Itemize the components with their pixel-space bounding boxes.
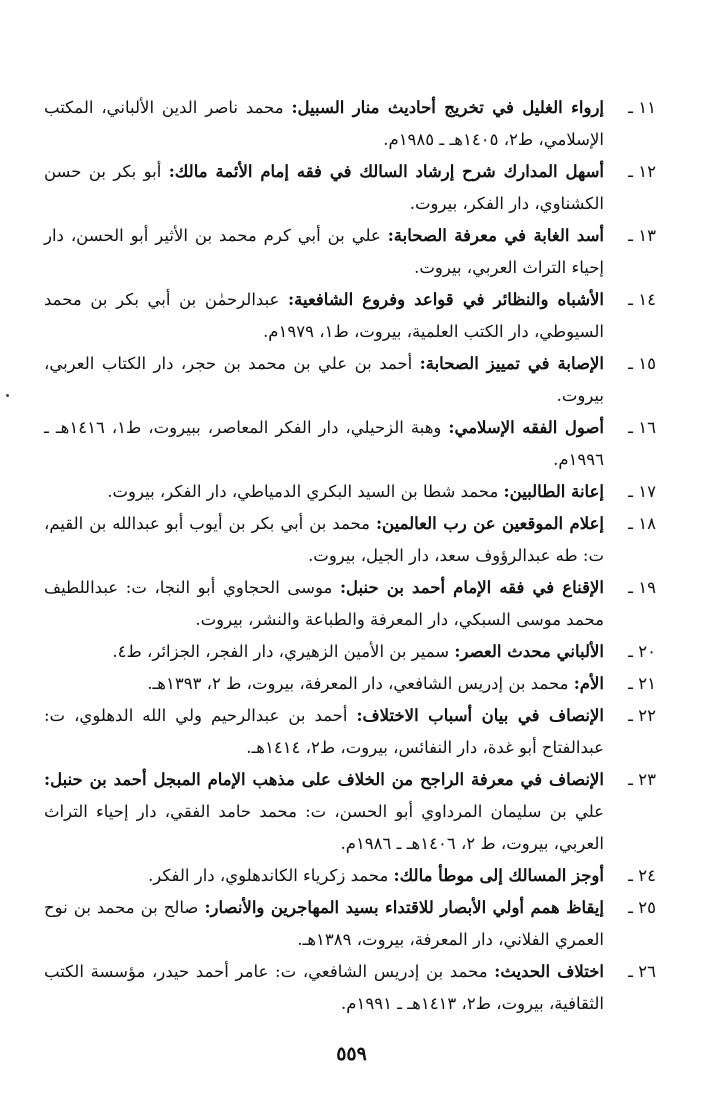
entry-details: محمد زكرياء الكاندهلوي، دار الفكر. (148, 866, 394, 885)
entry-title: اختلاف الحديث: (494, 962, 604, 981)
bibliography-entry (44, 348, 656, 412)
entry-details: محمد شطا بن السيد البكري الدمياطي، دار الفكر، بيروت. (107, 482, 504, 501)
entry-details: عبدالرحمٰن بن أبي بكر بن محمد السيوطي، دار الكتب العلمية، بيروت، ط١، ١٩٧٩م. (44, 290, 604, 341)
bibliography-entry (44, 508, 656, 572)
entry-details: وهبة الزحيلي، دار الفكر المعاصر، ببيروت، ط١، ١٤١٦هـ ـ ١٩٩٦م. (44, 418, 604, 469)
bibliography-entry (44, 156, 656, 220)
entry-details: محمد بن أبي بكر بن أيوب أبو عبدالله بن القيم، ت: طه عبدالرؤوف سعد، دار الجيل، بيروت. (44, 514, 604, 565)
entry-number: ٢٣ ـ (628, 770, 656, 789)
bibliography-entry (44, 92, 656, 156)
entry-number: ١٨ ـ (628, 514, 656, 533)
entry-title: إعانة الطالبين: (503, 482, 604, 501)
bibliography-entry (44, 860, 656, 892)
entry-details: صالح بن محمد بن نوح العمري الفلاني، دار المعرفة، بيروت، ١٣٨٩هـ. (44, 898, 604, 949)
entry-number: ١٤ ـ (628, 290, 656, 309)
entry-number: ٢٠ ـ (628, 642, 656, 661)
entry-details: علي بن سليمان المرداوي أبو الحسن، ت: محمد حامد الفقي، دار إحياء التراث العربي، بيروت، ط ٢، ١٤٠٦هـ ـ ١٩٨٦م. (44, 802, 604, 853)
entry-details: علي بن أبي كرم محمد بن الأثير أبو الحسن، دار إحياء التراث العربي، بيروت. (44, 226, 604, 277)
entry-number: ١٢ ـ (628, 162, 656, 181)
entry-title: أصول الفقه الإسلامي: (448, 418, 604, 437)
entry-title: أسد الغابة في معرفة الصحابة: (387, 226, 604, 245)
entry-number: ١٦ ـ (628, 418, 656, 437)
bibliography-entry (44, 668, 656, 700)
entry-title: الإصابة في تمييز الصحابة: (419, 354, 604, 373)
entry-number: ٢٥ ـ (628, 898, 656, 917)
bibliography-entry (44, 892, 656, 956)
entry-details: أبو بكر بن حسن الكشناوي، دار الفكر، بيروت. (44, 162, 604, 213)
entry-title: الأشباه والنظائر في قواعد وفروع الشافعية: (288, 290, 605, 309)
entry-number: ١٩ ـ (628, 578, 656, 597)
entry-number: ٢٢ ـ (628, 706, 656, 725)
bibliography-entry (44, 220, 656, 284)
page-number: ٥٥٩ (336, 1043, 367, 1065)
margin-dot (6, 394, 9, 397)
bibliography-entry (44, 284, 656, 348)
bibliography-entry (44, 700, 656, 764)
entry-number: ١٧ ـ (628, 482, 656, 501)
entry-details: محمد بن إدريس الشافعي، دار المعرفة، بيروت، ط ٢، ١٣٩٣هـ. (147, 674, 574, 693)
entry-details: محمد ناصر الدين الألباني، المكتب الإسلامي، ط٢، ١٤٠٥هـ ـ ١٩٨٥م. (44, 98, 604, 149)
bibliography-entry (44, 476, 656, 508)
entry-title: أوجز المسالك إلى موطأ مالك: (393, 866, 604, 885)
entry-title: إيقاظ همم أولي الأبصار للاقتداء بسيد المهاجرين والأنصار: (204, 898, 604, 917)
entry-title: الإنصاف في بيان أسباب الاختلاف: (356, 706, 604, 725)
entry-title: الأم: (573, 674, 604, 693)
entry-number: ١١ ـ (628, 98, 656, 117)
entry-number: ١٥ ـ (628, 354, 656, 373)
bibliography-entry (44, 764, 656, 860)
entry-details: سمير بن الأمين الزهيري، دار الفجر، الجزائر، ط٤. (112, 642, 455, 661)
entry-number: ٢٤ ـ (628, 866, 656, 885)
entry-number: ١٣ ـ (628, 226, 656, 245)
bibliography-list (44, 92, 656, 1020)
bibliography-entry (44, 412, 656, 476)
entry-details: أحمد بن عبدالرحيم ولي الله الدهلوي، ت: عبدالفتاح أبو غدة، دار النفائس، بيروت، ط٢، ١٤١٤هـ. (44, 706, 604, 757)
bibliography-entry (44, 956, 656, 1020)
entry-title: الإنصاف في معرفة الراجح من الخلاف على مذهب الإمام المبجل أحمد بن حنبل: (44, 770, 604, 789)
entry-title: إرواء الغليل في تخريج أحاديث منار السبيل: (291, 98, 604, 117)
bibliography-entry (44, 636, 656, 668)
entry-title: إعلام الموقعين عن رب العالمين: (375, 514, 604, 533)
entry-details: موسى الحجاوي أبو النجا، ت: عبداللطيف محمد موسى السبكي، دار المعرفة والطباعة والنشر، بيروت. (44, 578, 604, 629)
entry-number: ٢١ ـ (628, 674, 656, 693)
entry-title: الإقناع في فقه الإمام أحمد بن حنبل: (339, 578, 604, 597)
entry-details: أحمد بن علي بن محمد بن حجر، دار الكتاب العربي، بيروت. (44, 354, 604, 405)
bibliography-entry (44, 572, 656, 636)
entry-number: ٢٦ ـ (628, 962, 656, 981)
entry-title: الألباني محدث العصر: (454, 642, 604, 661)
entry-title: أسهل المدارك شرح إرشاد السالك في فقه إمام الأئمة مالك: (168, 162, 604, 181)
entry-details: محمد بن إدريس الشافعي، ت: عامر أحمد حيدر، مؤسسة الكتب الثقافية، بيروت، ط٢، ١٤١٣هـ ـ ١٩٩١م. (44, 962, 604, 1013)
